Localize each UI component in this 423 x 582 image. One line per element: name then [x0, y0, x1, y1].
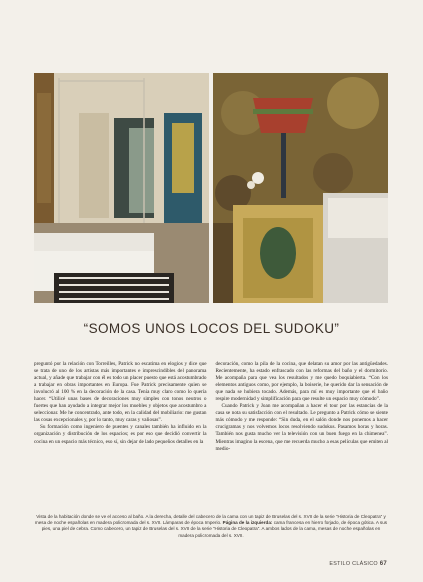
- caption-text: cama francesa en hierro forjado, de época gótica. A sus pies, una piel de cebra. Como cabecero, un tapiz de Bruselas del s. XVII de la serie “Historia de Cleopatra”. A ambos lados de la cama, mesas de noche españolas en madera policromada del s. XVII.: [41, 520, 388, 538]
- body-paragraph: decoración, como la pila de la cocina, que delatan su amor por las antigüedades. Recientemente, ha estado enfrascado con las reformas del baño y el dormitorio. Me acompaña para que vea los resultados y me quedo boquiabierta. “Con los elementos antiguos como, por ejemplo, la boiserie, he querido dar la sensación de que nada se hubiera tocado. Además, para mí es muy importante que el baño respire modernidad y simplificación para que resulte un espacio muy cómodo”.: [215, 361, 388, 403]
- body-column-1: [34, 361, 207, 511]
- caption-text: Vista de la habitación donde se ve el acceso al baño. A la derecha, detalle del cabecero de la cama con un tapiz de Bruselas del s. XVII de la serie “Historia de Cleopatra” y mesa de noche españolas en madera policromada del s. XVII. Lámparas de época Imperio.: [34, 514, 386, 526]
- body-paragraph: Su formación como ingeniero de puentes y canales también ha influido en la organización y distribución de los espacios; es por eso que decidió convertir la cocina en un espacio más técnico, eso sí, sin dejar de lado pequeños detalles en la: [34, 424, 207, 445]
- bedside-photo: [213, 73, 388, 303]
- body-column-2: [216, 361, 389, 511]
- page-number: 67: [379, 561, 387, 567]
- pull-quote: “SOMOS UNOS LOCOS DEL SUDOKU”: [83, 321, 340, 336]
- photo-captions: [34, 514, 388, 539]
- bedroom-photo: [34, 73, 209, 303]
- body-paragraph: preguntó por la relación con Torreilles, Patrick no escatima en elogios y dice que se trata de uno de los artistas más importantes e imprescindibles del panorama actual, y añade que trabajar con él es todo un placer puesto que está acostumbrado a trabajar en obras importantes en Europa. Fue Patrick precisamente quien se involucró al 100 % en la decoración de la casa. Tenía muy claro como lo quería hacer. “Utilicé unas bases de decoraciones muy simples con tonos neutros o fuertes que han ayudado a integrar mejor los muebles y objetos que acostumbro a seleccionar. Me he concentrado, ante todo, en la calidad del mobiliario: me gustan las cosas excepcionales y, por lo tanto, muy caras y valiosas”.: [34, 361, 207, 424]
- caption-label: Página de la izquierda:: [222, 520, 273, 526]
- body-paragraph: Cuando Patrick y Joan me acompañan a hacer el tour por las estancias de la casa se nota su satisfacción con el resultado. Le pregunto a Patrick cómo se siente más cómodo y me responde: “Sin duda, en el salón donde nos ponemos a hacer crucigramas y nos volvemos locos resolviendo sudokus. Pasamos horas y horas. También nos gusta mucho ver la televisión con un buen fuego en la chimenea”. Mientras imagino la escena, que me recuerda mucho a esas películas que emiten al medio-: [215, 403, 388, 452]
- body-columns: [34, 361, 388, 511]
- page-folio: [329, 561, 387, 567]
- section-name: ESTILO CLÁSICO: [329, 561, 378, 567]
